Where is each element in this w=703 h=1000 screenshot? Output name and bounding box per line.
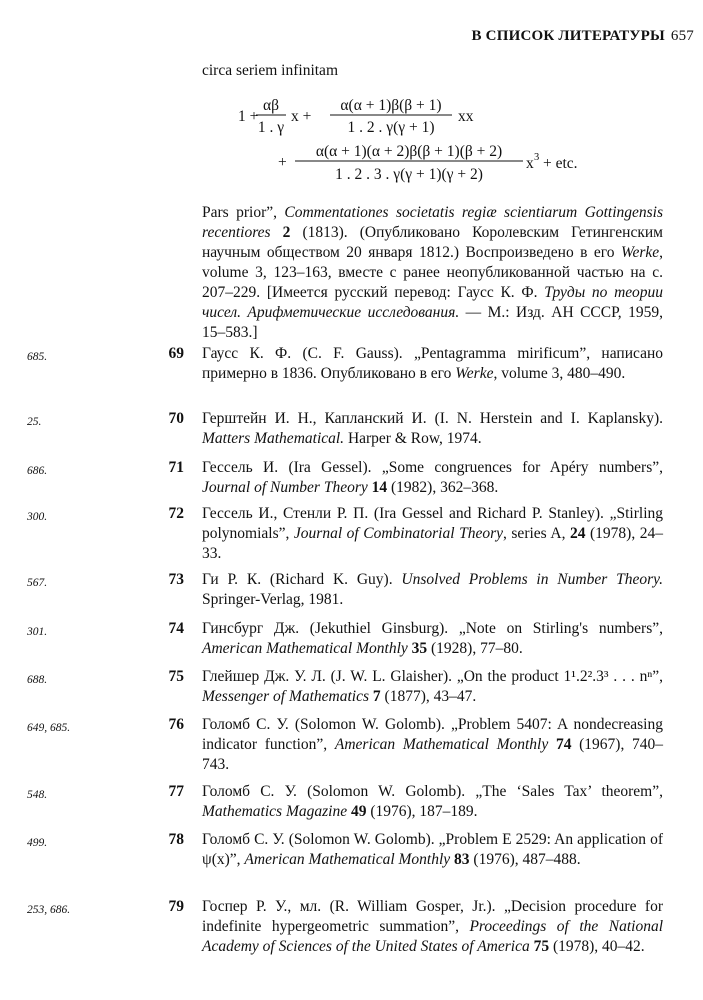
entry-text: Гаусс К. Ф. (C. F. Gauss). „Pentagramma mirificum”, написано примерно в 1836. Опубликовано в его Werke, volume 3, 480–490. bbox=[202, 345, 663, 382]
entry-page-refs: 301. bbox=[27, 626, 48, 638]
page-number: 657 bbox=[670, 28, 694, 44]
formula-frac1-numerator: αβ bbox=[262, 97, 280, 114]
gauss-entry-continuation: Pars prior”, Commentationes societatis regiæ scientiarum Gottingensis recentiores 2 (1813). (Опубликовано Королевским Гетингенским научным обществом 20 января 1812.) Воспроизведено в его Werke, volume 3, 123–163, вместе с ранее неопубликованной частью на с. 207–229. [Имеется русский перевод: Гаусс К. Ф. Труды по теории чисел. Арифметические исследования. — М.: Изд. АН СССР, 1959, 15–583.] bbox=[202, 204, 664, 341]
formula-frac3-denominator: 1 . 2 . 3 . γ(γ + 1)(γ + 2) bbox=[335, 166, 483, 183]
formula-frac2-numerator: α(α + 1)β(β + 1) bbox=[340, 97, 442, 114]
entry-number: 69 bbox=[168, 345, 184, 362]
entry-number: 72 bbox=[168, 505, 184, 522]
entry-text: Глейшер Дж. У. Л. (J. W. L. Glaisher). „On the product 1¹.2².3³ . . . nⁿ”, Messenger of Mathematics 7 (1877), 43–47. bbox=[202, 668, 663, 705]
formula-line1-x: x + bbox=[291, 108, 312, 125]
formula-frac2-denominator: 1 . 2 . γ(γ + 1) bbox=[347, 119, 435, 136]
entry-number: 78 bbox=[168, 831, 184, 848]
formula-line2-x: x bbox=[526, 155, 534, 172]
entry-text: Гессель И. (Ira Gessel). „Some congruences for Apéry numbers”, Journal of Number Theory 14 (1982), 362–368. bbox=[202, 459, 663, 496]
entry-page-refs: 25. bbox=[27, 416, 42, 428]
formula-line2-end: + etc. bbox=[543, 155, 578, 172]
entry-page-refs: 567. bbox=[27, 577, 48, 589]
entry-text: Госпер Р. У., мл. (R. William Gosper, Jr.). „Decision procedure for indefinite hypergeometric summation”, Proceedings of the National Academy of Sciences of the United States of America 75 (1978), 40–42. bbox=[202, 898, 663, 955]
formula-line1-tail: xx bbox=[458, 108, 474, 125]
formula-frac3-numerator: α(α + 1)(α + 2)β(β + 1)(β + 2) bbox=[315, 143, 503, 160]
formula-line2-exponent: 3 bbox=[534, 152, 540, 163]
paragraph-part: Pars prior”, bbox=[202, 204, 285, 221]
entry-number: 79 bbox=[168, 898, 184, 915]
entry-text: Ги Р. К. (Richard K. Guy). Unsolved Problems in Number Theory. Springer-Verlag, 1981. bbox=[202, 571, 664, 608]
entry-number: 77 bbox=[168, 783, 184, 800]
entry-page-refs: 548. bbox=[27, 789, 48, 801]
entry-page-refs: 686. bbox=[27, 465, 48, 477]
running-head-title: В СПИСОК ЛИТЕРАТУРЫ bbox=[471, 28, 665, 44]
entry-text: Гессель И., Стенли Р. П. (Ira Gessel and Richard P. Stanley). „Stirling polynomials”, Journal of Combinatorial Theory, series A, 24 (1978), 24–33. bbox=[202, 505, 663, 562]
formula-line1-lead: 1 + bbox=[238, 108, 259, 125]
formula-line2-lead: + bbox=[278, 154, 287, 171]
entry-page-refs: 300. bbox=[27, 511, 48, 523]
page-header bbox=[472, 26, 694, 46]
entry-number: 73 bbox=[168, 571, 184, 588]
entry-text: Голомб С. У. (Solomon W. Golomb). „The ‘Sales Tax’ theorem”, Mathematics Magazine 49 (1976), 187–189. bbox=[202, 783, 663, 820]
paragraph-translation-title: Труды по теории чисел. Арифметические исследования. bbox=[202, 284, 663, 321]
entry-number: 76 bbox=[168, 716, 184, 733]
formula-frac1-denominator: 1 . γ bbox=[257, 119, 285, 136]
entry-text: Голомб С. У. (Solomon W. Golomb). „Problem 5407: A nondecreasing indicator function”, American Mathematical Monthly 74 (1967), 740–743. bbox=[202, 716, 664, 773]
paragraph-werke: Werke bbox=[620, 244, 660, 261]
entry-page-refs: 688. bbox=[27, 674, 48, 686]
entry-text: Гинсбург Дж. (Jekuthiel Ginsburg). „Note on Stirling's numbers”, American Mathematical Monthly 35 (1928), 77–80. bbox=[202, 620, 663, 657]
paragraph-volume: 2 bbox=[282, 224, 291, 241]
paragraph-journal-title: Commentationes societatis regiæ scientiarum Gottingensis recentiores bbox=[202, 204, 664, 241]
entry-page-refs: 649, 685. bbox=[27, 722, 71, 734]
entry-text: Герштейн И. Н., Капланский И. (I. N. Herstein and I. Kaplansky). Matters Mathematical. Harper & Row, 1974. bbox=[202, 410, 663, 447]
entry-page-refs: 499. bbox=[27, 837, 48, 849]
entry-number: 74 bbox=[168, 620, 184, 637]
hypergeometric-series-formula bbox=[202, 92, 662, 192]
intro-line: circa seriem infinitam bbox=[202, 62, 338, 79]
entry-number: 71 bbox=[168, 459, 184, 476]
entry-page-refs: 685. bbox=[27, 351, 48, 363]
entry-number: 75 bbox=[168, 668, 184, 685]
entry-number: 70 bbox=[168, 410, 184, 427]
entry-text: Голомб С. У. (Solomon W. Golomb). „Problem E 2529: An application of ψ(x)”, American Mathematical Monthly 83 (1976), 487–488. bbox=[202, 831, 663, 868]
entry-page-refs: 253, 686. bbox=[27, 904, 71, 916]
